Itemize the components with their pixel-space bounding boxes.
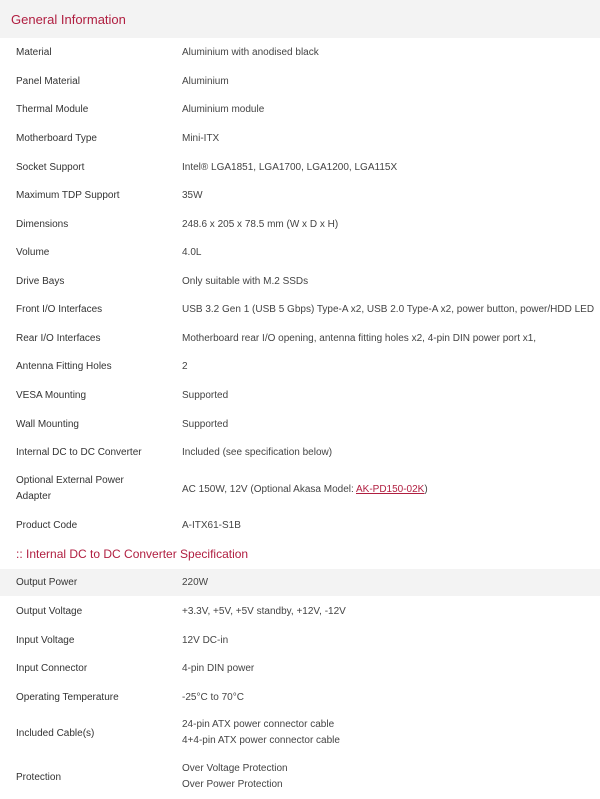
spec-label: Drive Bays [16, 275, 65, 287]
spec-row-vesa-mounting [0, 381, 600, 410]
spec-value [182, 761, 600, 793]
spec-label: Maximum TDP Support [16, 190, 120, 201]
spec-label: Internal DC to DC Converter [16, 447, 142, 458]
spec-row-volume [0, 238, 600, 267]
spec-row-panel-material [0, 67, 600, 95]
spec-value: Only suitable with M.2 SSDs [182, 275, 309, 287]
spec-value: +3.3V, +5V, +5V standby, +12V, -12V [182, 605, 346, 617]
spec-value-text: ) [424, 483, 428, 495]
spec-label: Rear I/O Interfaces [16, 332, 101, 344]
spec-row-input-connector [0, 654, 600, 683]
spec-label: Output Power [16, 577, 78, 588]
spec-value: 4.0L [182, 247, 202, 258]
spec-value: 2 [182, 361, 188, 372]
spec-value: 248.6 x 205 x 78.5 mm (W x D x H) [182, 218, 339, 230]
spec-label: Motherboard Type [16, 133, 97, 144]
spec-value-line: 24-pin ATX power connector cable [182, 719, 335, 730]
spec-row-drive-bays [0, 267, 600, 295]
spec-row-input-voltage [0, 626, 600, 654]
spec-label-line: Adapter [16, 491, 52, 502]
spec-value: 35W [182, 190, 203, 201]
spec-value [182, 717, 600, 749]
general-information-header [0, 0, 600, 38]
spec-row-front-io [0, 295, 600, 324]
spec-label: Included Cable(s) [16, 727, 95, 739]
spec-label: Volume [16, 247, 50, 258]
spec-value: 220W [182, 577, 209, 588]
spec-row-internal-dc-converter [0, 438, 600, 467]
spec-value-line: Over Voltage Protection [182, 763, 288, 774]
spec-label: Dimensions [16, 218, 69, 230]
spec-value: 4-pin DIN power [182, 663, 255, 674]
spec-row-dimensions [0, 210, 600, 238]
section-title: :: Internal DC to DC Converter Specification [16, 547, 249, 561]
spec-label: Thermal Module [16, 104, 89, 115]
spec-value: Supported [182, 390, 229, 401]
spec-value: Aluminium [182, 75, 229, 87]
converter-spec-table [0, 569, 600, 799]
spec-row-wall-mounting [0, 410, 600, 438]
spec-value: Intel® LGA1851, LGA1700, LGA1200, LGA115X [182, 161, 398, 173]
spec-row-max-tdp [0, 181, 600, 210]
spec-value: Mini-ITX [182, 133, 220, 144]
spec-label: Input Voltage [16, 634, 75, 646]
spec-value: -25°C to 70°C [182, 691, 244, 703]
spec-row-included-cables [0, 711, 600, 755]
spec-value-text: AC 150W, 12V (Optional Akasa Model: [182, 483, 356, 495]
spec-label: Output Voltage [16, 605, 83, 617]
spec-label: VESA Mounting [16, 390, 87, 401]
spec-row-output-voltage [0, 596, 600, 626]
spec-value: Supported [182, 418, 229, 430]
spec-label: Operating Temperature [16, 691, 119, 703]
spec-value: Motherboard rear I/O opening, antenna fitting holes x2, 4-pin DIN power port x1, [182, 332, 537, 344]
spec-row-power-adapter [0, 467, 600, 511]
spec-value: USB 3.2 Gen 1 (USB 5 Gbps) Type-A x2, USB 2.0 Type-A x2, power button, power/HDD LED [182, 304, 595, 315]
section-title: General Information [11, 11, 126, 27]
spec-value-line: 4+4-pin ATX power connector cable [182, 735, 340, 746]
spec-label: Product Code [16, 519, 78, 531]
spec-label [0, 473, 182, 505]
spec-label: Antenna Fitting Holes [16, 361, 112, 372]
spec-row-material [0, 38, 600, 67]
spec-value: A-ITX61-S1B [182, 519, 241, 531]
spec-row-operating-temperature [0, 683, 600, 711]
spec-label: Panel Material [16, 75, 80, 87]
spec-value [182, 482, 600, 497]
spec-label: Wall Mounting [16, 418, 79, 430]
spec-value: Aluminium module [182, 104, 265, 115]
spec-row-output-power [0, 569, 600, 596]
general-spec-table [0, 38, 600, 539]
spec-label-line: Optional External Power [16, 475, 124, 486]
spec-row-protection [0, 755, 600, 799]
converter-spec-title [0, 539, 600, 569]
spec-value: Aluminium with anodised black [182, 47, 319, 58]
spec-label: Input Connector [16, 663, 88, 674]
spec-row-motherboard-type [0, 124, 600, 153]
spec-label: Front I/O Interfaces [16, 304, 103, 315]
spec-label: Socket Support [16, 161, 85, 173]
spec-row-thermal-module [0, 95, 600, 124]
spec-label: Protection [16, 771, 62, 783]
spec-row-product-code [0, 511, 600, 539]
spec-value: 12V DC-in [182, 634, 229, 646]
spec-value: Included (see specification below) [182, 447, 333, 458]
adapter-model-link[interactable]: AK-PD150-02K [355, 483, 425, 495]
spec-label: Material [16, 47, 52, 58]
spec-row-rear-io [0, 324, 600, 352]
spec-row-socket-support [0, 153, 600, 181]
spec-value-line: Over Power Protection [182, 779, 283, 790]
spec-row-antenna-holes [0, 352, 600, 381]
